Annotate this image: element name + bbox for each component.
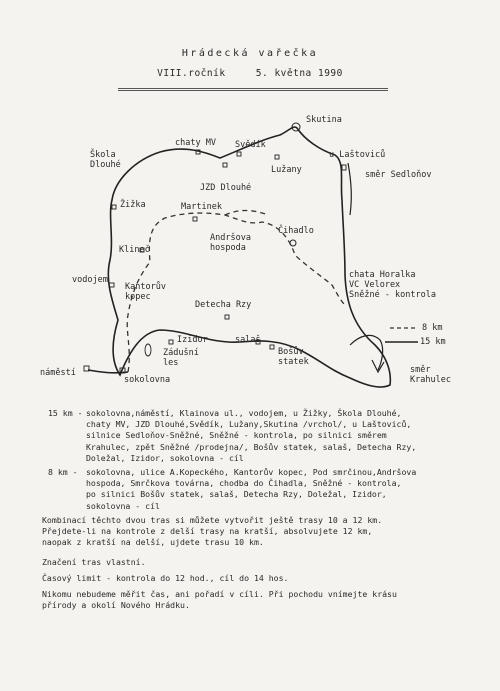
bosuv-marker <box>270 345 274 349</box>
label-bosuv-statek: Bošův statek <box>278 347 309 367</box>
label-cihadlo: Čihadlo <box>278 226 314 236</box>
izidor-marker <box>169 340 173 344</box>
road-sedlonov <box>348 163 351 215</box>
route-15km-label: 15 km - <box>48 408 83 418</box>
luzany-marker <box>275 155 279 159</box>
legend-8km-label: 8 km <box>422 323 443 333</box>
label-smer-krahulec: směr Krahulec <box>410 365 451 385</box>
road-krahulec-loop <box>350 335 383 370</box>
closing-note: Nikomu nebudeme měřit čas, ani pořadí v cíli. Při pochodu vnímejte krásu přírody a okolí Nového Hrádku. <box>42 589 397 611</box>
label-skola-dlouhe: Škola Dlouhé <box>90 150 121 170</box>
label-jzd-dlouhe: JZD Dlouhé <box>200 183 252 193</box>
svedik-marker <box>237 152 241 156</box>
jzd-marker <box>223 163 227 167</box>
label-smer-sedlonov: směr Sedloňov <box>365 170 432 180</box>
label-andrsova-hospoda: Andršova hospoda <box>210 233 251 253</box>
zadusni-les-marker <box>145 344 151 356</box>
detecha-marker <box>225 315 229 319</box>
label-zadusni-les: Zádušní les <box>163 348 199 368</box>
label-detecha-rzy: Detecha Rzy <box>195 300 252 310</box>
label-zizka: Žižka <box>120 200 146 210</box>
label-luzany: Lužany <box>271 165 302 175</box>
label-namesti: náměstí <box>40 368 76 378</box>
zizka-marker <box>112 205 116 209</box>
legend-15km-label: 15 km <box>420 337 446 347</box>
lastovicu-marker <box>342 165 346 170</box>
martinek-marker <box>193 217 197 221</box>
document-title: Hrádecká vařečka <box>181 48 319 59</box>
route-8km-description: sokolovna, ulice A.Kopeckého, Kantorův kopec, Pod smrčinou,Andršova hospoda, Smrčkova továrna, chodba do Čihadla, Sněžné - kontrola, po silnici Bošův statek, salaš, Detecha Rzy, Doležal, Izidor, sokolovna - cíl <box>86 467 417 511</box>
combination-note: Kombinací těchto dvou tras si můžete vytvořit ještě trasy 10 a 12 km. Přejdete-li na kontrole z delší trasy na kratší, absolvujete 12 km, naopak z kratší na delší, ujdete trasu 10 km. <box>42 515 383 548</box>
label-chata-horalka: chata Horalka VC Velorex Sněžné - kontrola <box>349 270 436 300</box>
route-15km-description: sokolovna,náměstí, Klainova ul., vodojem, u Žižky, Škola Dlouhé, chaty MV, JZD Dlouhé,Svědík, Lužany,Skutina /vrchol/, u Laštoviců, silnice Sedloňov-Sněžné, Sněžné - kontrola, po silnici směrem Krahulec, zpět Sněžné /prodejna/, Bošův statek, salaš, Detecha Rzy, Doležal, Izidor, sokolovna - cíl <box>86 408 417 463</box>
edition-label: VIII.ročník <box>157 68 226 79</box>
cihadlo-marker <box>290 240 296 246</box>
label-u-lastovicu: u Laštoviců <box>329 150 386 160</box>
label-sokolovna: sokolovna <box>124 375 171 385</box>
label-chaty-mv: chaty MV <box>175 138 216 148</box>
marking-note: Značení tras vlastní. <box>42 557 146 567</box>
label-vodojem: vodojem <box>72 275 108 285</box>
label-kantoruv-kopec: Kantorův kopec <box>125 282 166 302</box>
label-izidor: Izidor <box>177 335 208 345</box>
krahulec-arrow <box>372 360 384 372</box>
label-salas: salaš <box>235 335 261 345</box>
label-martinek: Martinek <box>181 202 222 212</box>
label-svedik: Svědík <box>235 140 266 150</box>
label-klines: Klineč <box>119 245 150 255</box>
time-limit-note: Časový limit - kontrola do 12 hod., cíl do 14 hos. <box>42 573 289 583</box>
route-8km-label: 8 km - <box>48 467 78 477</box>
route-8km-inner-line <box>225 210 268 215</box>
label-skutina: Skutina <box>306 115 342 125</box>
event-date: 5. května 1990 <box>255 68 343 79</box>
